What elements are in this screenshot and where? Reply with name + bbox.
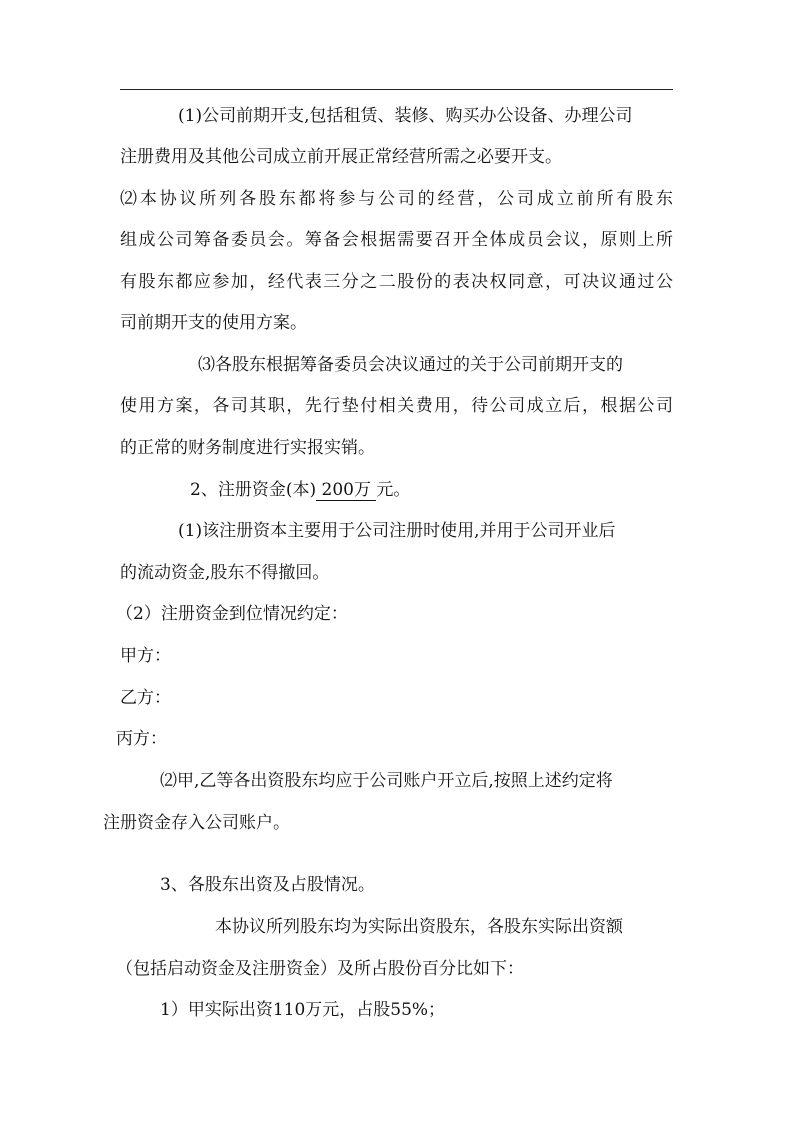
header-rule	[120, 89, 673, 90]
clause-3-intro-line-1: 本协议所列股东均为实际出资股东，各股东实际出资额	[215, 917, 623, 937]
clause-1-2-line-2: 组成公司筹备委员会。筹备会根据需要召开全体成员会议，原则上所	[120, 230, 673, 250]
clause-2-3-line-1: ⑵甲,乙等各出资股东均应于公司账户开立后,按照上述约定将	[160, 771, 613, 791]
clause-1-1-line-2: 注册费用及其他公司成立前开展正常经营所需之必要开支。	[120, 147, 562, 167]
clause-1-3-line-3: 的正常的财务制度进行实报实销。	[120, 438, 375, 458]
section-3-heading: 3、各股东出资及占股情况。	[160, 875, 375, 895]
clause-3-intro-line-2: （包括启动资金及注册资金）及所占股份百分比如下：	[116, 959, 524, 979]
clause-1-2-line-1: ⑵本协议所列各股东都将参与公司的经营，公司成立前所有股东	[120, 189, 673, 209]
clause-2-1-line-1: (1)该注册资本主要用于公司注册时使用,并用于公司开业后	[178, 521, 616, 541]
shareholder-item-1: 1）甲实际出资110万元，占股55%；	[160, 1000, 446, 1020]
section-2-heading-label: 2、注册资金(本)	[190, 480, 317, 500]
clause-1-2-line-4: 司前期开支的使用方案。	[120, 313, 307, 333]
clause-1-1-line-1: (1)公司前期开支,包括租赁、装修、购买办公设备、办理公司	[178, 106, 633, 126]
clause-2-2-heading: （2）注册资金到位情况约定：	[116, 604, 348, 624]
registered-capital-amount: 200万	[316, 480, 377, 500]
clause-1-3-line-1: ⑶各股东根据筹备委员会决议通过的关于公司前期开支的	[198, 355, 623, 375]
section-2-heading-unit: 元。	[376, 480, 411, 500]
clause-1-3-line-2: 使用方案，各司其职，先行垫付相关费用，待公司成立后，根据公司	[120, 396, 673, 416]
party-a-label: 甲方：	[120, 646, 171, 666]
clause-2-3-line-2: 注册资金存入公司账户。	[103, 813, 290, 833]
party-b-label: 乙方：	[120, 688, 171, 708]
party-c-label: 丙方：	[116, 729, 167, 749]
section-2-heading	[190, 482, 410, 501]
clause-1-2-line-3: 有股东都应参加，经代表三分之二股份的表决权同意，可决议通过公	[120, 272, 673, 292]
clause-2-1-line-2: 的流动资金,股东不得撤回。	[120, 563, 330, 583]
